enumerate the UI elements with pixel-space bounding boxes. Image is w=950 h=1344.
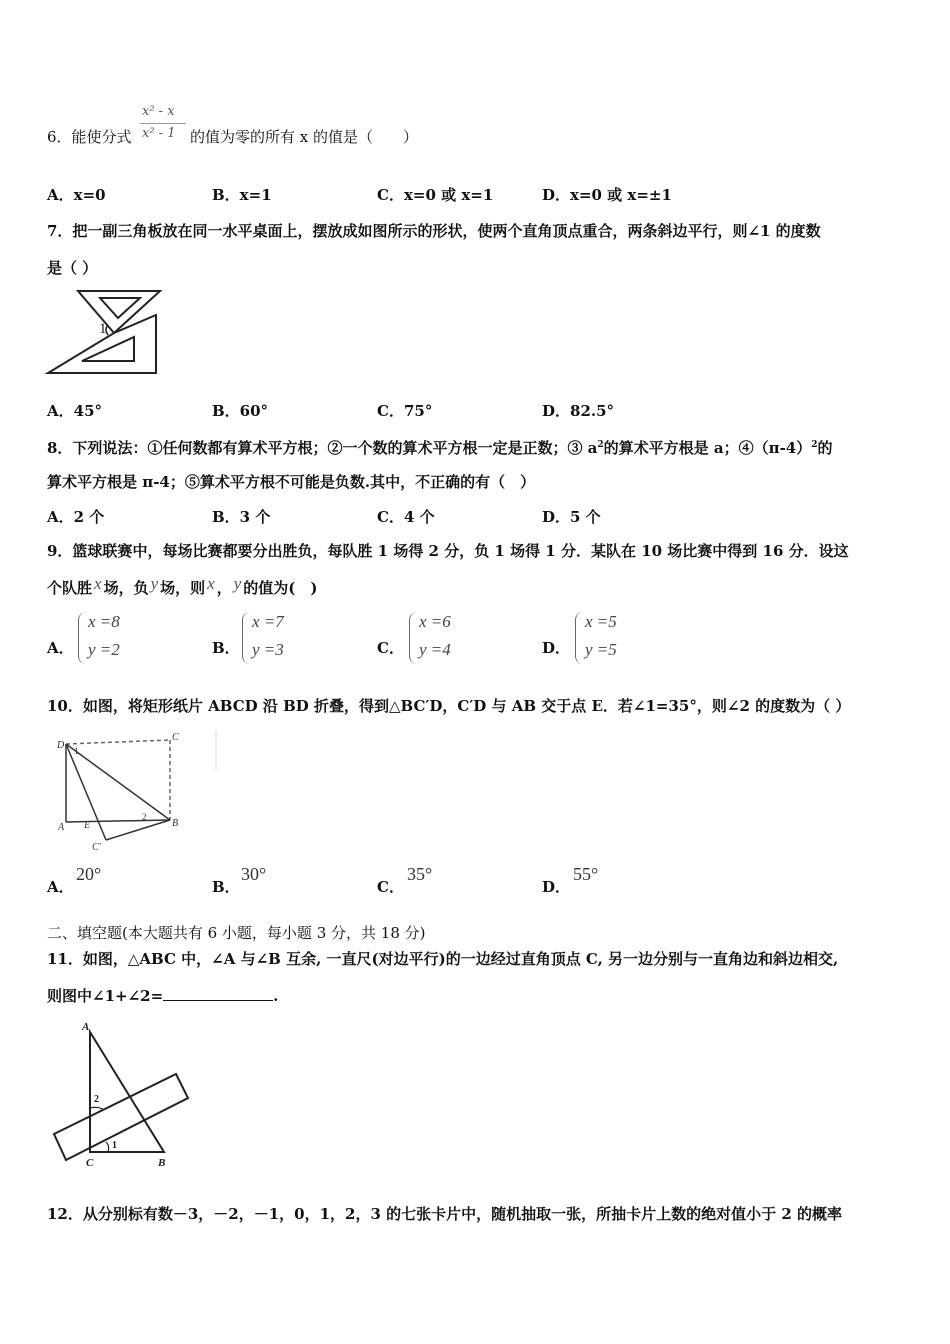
q10-option-d-value: 55° — [573, 864, 599, 884]
q8-line1-a: 8．下列说法：①任何数都有算术平方根；②一个数的算术平方根一定是正数；③ a — [47, 439, 598, 457]
q9-line2 — [47, 574, 318, 598]
q10-label-angle1: 1 — [74, 746, 79, 756]
q10-label-d: D — [57, 740, 65, 751]
q7-option-b: B．60° — [212, 402, 269, 420]
q8-line1-c: 的 — [817, 439, 833, 457]
q6-suffix: 的值为零的所有 x 的值是（ ） — [190, 128, 418, 146]
q9-option-b-brace — [242, 612, 251, 664]
q11-label-angle2: 2 — [94, 1094, 99, 1105]
q9-line2-b: 场，负 — [103, 579, 149, 597]
q11-label-angle1: 1 — [112, 1140, 117, 1151]
q10-option-a-value: 20° — [76, 864, 102, 884]
q8-option-a: A．2 个 — [47, 508, 105, 526]
q10-folded-rectangle-figure — [52, 728, 222, 854]
q9-line2-a: 个队胜 — [47, 579, 93, 597]
section2-title: 二、填空题(本大题共有 6 小题，每小题 3 分，共 18 分) — [47, 924, 426, 942]
q9-option-c-label: C． — [377, 639, 404, 657]
q10-label-angle2: 2 — [142, 812, 147, 822]
q9-option-b-label: B． — [212, 639, 240, 657]
q10-option-b-value: 30° — [241, 864, 267, 884]
q10-option-c-value: 35° — [407, 864, 433, 884]
q9-line2-c: 场，则 — [160, 579, 206, 597]
q9-option-c-system — [409, 612, 479, 664]
q10-option-d-label: D． — [542, 878, 571, 896]
q11-label-b: B — [158, 1157, 166, 1169]
q11-label-a: A — [82, 1021, 90, 1033]
q8-option-d: D．5 个 — [542, 508, 601, 526]
q8-option-c: C．4 个 — [377, 508, 435, 526]
q9-option-c-brace — [409, 612, 418, 664]
q9-option-c-row1: x =6 — [419, 612, 451, 631]
q9-option-d-brace — [575, 612, 584, 664]
q7-set-square-figure — [44, 285, 164, 377]
q6-prefix: 6．能使分式 — [47, 128, 132, 146]
q9-line2-d: ， — [216, 579, 232, 597]
q8-line1 — [47, 435, 833, 458]
q11-line2-a: 则图中∠1+∠2= — [47, 987, 164, 1005]
q9-option-d-system — [575, 612, 645, 664]
q6-fraction-numerator: x² - x — [142, 104, 175, 119]
q9-option-a-row2: y =2 — [88, 640, 120, 659]
q9-option-c-row2: y =4 — [419, 640, 451, 659]
q10-option-a-label: A． — [47, 878, 74, 896]
q10-label-b: B — [172, 818, 179, 829]
q6-fraction-denominator: x² - 1 — [142, 126, 176, 141]
q9-option-d-row2: y =5 — [585, 640, 617, 659]
q8-line1-b: 的算术平方根是 a；④（π-4） — [603, 439, 812, 457]
q7-line1: 7．把一副三角板放在同一水平桌面上，摆放成如图所示的形状，使两个直角顶点重合，两条斜边平行，则∠1 的度数 — [47, 222, 821, 240]
q8-sup1: 2 — [597, 440, 604, 450]
q10-label-a: A — [58, 822, 65, 833]
q9-var-y: y — [150, 574, 159, 593]
q9-option-b-system — [242, 612, 312, 664]
q7-option-a: A．45° — [47, 402, 103, 420]
q9-var-x2: x — [207, 574, 215, 593]
q11-line2 — [47, 986, 278, 1006]
q8-sup2: 2 — [811, 440, 818, 450]
q11-label-c: C — [86, 1157, 94, 1169]
q9-option-b-row2: y =3 — [252, 640, 284, 659]
q10-label-c: C — [172, 732, 179, 743]
q7-line2: 是（ ） — [47, 259, 98, 277]
q9-option-a-system — [78, 612, 148, 664]
q6-option-c: C．x=0 或 x=1 — [377, 186, 494, 204]
q9-option-a-label: A． — [47, 639, 74, 657]
q9-option-d-row1: x =5 — [585, 612, 617, 631]
q6-option-d: D．x=0 或 x=±1 — [542, 186, 672, 204]
q10-label-c-prime: C′ — [92, 842, 101, 853]
q9-line1: 9．篮球联赛中，每场比赛都要分出胜负，每队胜 1 场得 2 分，负 1 场得 1 分．某队在 10 场比赛中得到 16 分．设这 — [47, 542, 849, 560]
q11-answer-blank[interactable] — [163, 986, 273, 1001]
q6-option-a: A．x=0 — [47, 186, 106, 204]
q9-line2-e: 的值为( ) — [243, 579, 318, 597]
q7-option-c: C．75° — [377, 402, 433, 420]
q6-option-b: B．x=1 — [212, 186, 272, 204]
q8-option-b: B．3 个 — [212, 508, 271, 526]
q7-option-d: D．82.5° — [542, 402, 615, 420]
q9-option-a-brace — [78, 612, 87, 664]
q11-triangle-ruler-figure — [48, 1016, 198, 1174]
q11-line1: 11．如图，△ABC 中，∠A 与∠B 互余, 一直尺(对边平行)的一边经过直角顶点 C, 另一边分别与一直角边和斜边相交, — [47, 950, 839, 968]
q10-option-b-label: B． — [212, 878, 240, 896]
q10-option-c-label: C． — [377, 878, 404, 896]
q9-var-y2: y — [233, 574, 242, 593]
q8-line2: 算术平方根是 π-4；⑤算术平方根不可能是负数.其中，不正确的有（ ） — [47, 473, 536, 491]
q6-fraction-bar — [140, 123, 186, 124]
q9-option-b-row1: x =7 — [252, 612, 284, 631]
q9-option-d-label: D． — [542, 639, 571, 657]
q7-angle-label: 1 — [99, 321, 107, 337]
q10-line1: 10．如图，将矩形纸片 ABCD 沿 BD 折叠，得到△BC′D，C′D 与 AB 交于点 E．若∠1=35°，则∠2 的度数为（ ） — [47, 697, 851, 715]
q6-fraction — [140, 104, 188, 144]
q12-line1: 12．从分别标有数－3，－2，－1，0，1，2，3 的七张卡片中，随机抽取一张，所抽卡片上数的绝对值小于 2 的概率 — [47, 1205, 843, 1223]
q9-var-x: x — [94, 574, 102, 593]
q10-label-e: E — [84, 820, 91, 831]
q11-line2-b: . — [273, 987, 279, 1005]
q9-option-a-row1: x =8 — [88, 612, 120, 631]
